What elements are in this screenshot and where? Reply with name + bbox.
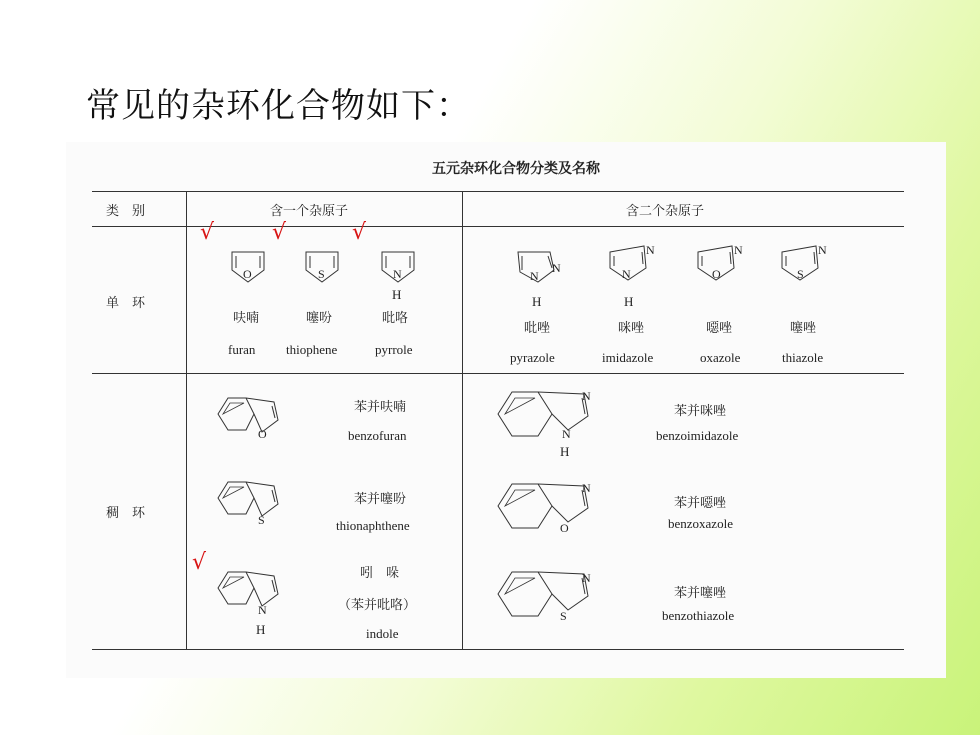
benzofuran-en-name: benzofuran: [348, 428, 407, 443]
oxazole-en-name: oxazole: [700, 350, 741, 365]
benzoimidazole-h-label: H: [560, 444, 570, 459]
group-column-rule: [462, 191, 463, 649]
pyrrole-en-name: pyrrole: [375, 342, 413, 357]
thiophene-atom-label: S: [318, 267, 325, 281]
slide-title: 常见的杂环化合物如下：: [86, 86, 471, 126]
benzothiazole-en-name: benzothiazole: [662, 608, 735, 623]
pyrrole-cn-name: 吡咯: [382, 311, 409, 326]
thiophene-structure-icon: [302, 246, 342, 286]
pyrazole-atom-1: N: [552, 261, 561, 275]
benzoxazole-atom-2: O: [560, 521, 569, 535]
oxazole-cn-name: 噁唑: [706, 321, 733, 336]
thiazole-en-name: thiazole: [782, 350, 824, 365]
furan-cn-name: 呋喃: [233, 311, 260, 326]
furan-en-name: furan: [228, 342, 256, 357]
benzothiazole-structure-icon: [494, 566, 604, 626]
imidazole-cn-name: 咪唑: [618, 321, 645, 336]
thionaphthene-cn-name: 苯并噻吩: [354, 492, 407, 507]
thiophene-en-name: thiophene: [286, 342, 338, 357]
oxazole-atom-2: O: [712, 267, 721, 281]
row-label-fused-ring: 稠 环: [106, 506, 146, 521]
indole-atom-label: N: [258, 603, 267, 617]
benzoxazole-structure-icon: [494, 478, 604, 538]
imidazole-h-label: H: [624, 294, 634, 309]
pyrazole-structure-icon: [514, 244, 560, 286]
benzoxazole-en-name: benzoxazole: [668, 516, 733, 531]
benzoimidazole-structure-icon: [494, 386, 604, 446]
furan-structure-icon: [228, 246, 268, 286]
pyrrole-atom-label: N: [393, 267, 402, 281]
benzofuran-atom-label: O: [258, 427, 267, 441]
thiazole-atom-1: N: [818, 243, 827, 257]
header-two-heteroatoms: 含二个杂原子: [626, 204, 705, 219]
thiazole-atom-2: S: [797, 267, 804, 281]
thionaphthene-atom-label: S: [258, 513, 265, 527]
benzothiazole-atom-1: N: [582, 571, 591, 585]
imidazole-structure-icon: [606, 242, 655, 286]
thionaphthene-en-name: thionaphthene: [336, 518, 410, 533]
header-category: 类 别: [106, 204, 146, 219]
benzothiazole-cn-name: 苯并噻唑: [674, 586, 727, 601]
category-column-rule: [186, 191, 187, 649]
benzoimidazole-atom-1: N: [582, 389, 591, 403]
table-title: 五元杂环化合物分类及名称: [432, 161, 600, 177]
furan-atom-label: O: [243, 267, 252, 281]
indole-en-name: indole: [366, 626, 399, 641]
check-mark-thiophene: √: [272, 220, 287, 245]
indole-h-label: H: [256, 622, 266, 637]
table-bottom-rule: [92, 649, 904, 650]
benzoimidazole-atom-2: N: [562, 427, 571, 441]
benzothiazole-atom-2: S: [560, 609, 567, 623]
benzoxazole-atom-1: N: [582, 481, 591, 495]
pyrazole-atom-2: N: [530, 269, 539, 283]
benzofuran-structure-icon: [214, 392, 286, 442]
indole-cn-name: 吲 哚: [360, 566, 400, 581]
pyrazole-h-label: H: [532, 294, 542, 309]
benzofuran-cn-name: 苯并呋喃: [354, 400, 407, 415]
check-mark-furan: √: [200, 220, 215, 245]
pyrrole-structure-icon: [378, 246, 418, 286]
imidazole-en-name: imidazole: [602, 350, 654, 365]
thionaphthene-structure-icon: [214, 480, 286, 530]
imidazole-atom-2: N: [622, 267, 631, 281]
benzoimidazole-en-name: benzoimidazole: [656, 428, 739, 443]
header-one-heteroatom: 含一个杂原子: [270, 204, 349, 219]
oxazole-atom-1: N: [734, 243, 743, 257]
thiophene-cn-name: 噻吩: [306, 311, 333, 326]
imidazole-atom-1: N: [646, 243, 655, 257]
oxazole-structure-icon: [694, 242, 743, 286]
pyrrole-h-label: H: [392, 287, 402, 302]
heterocycle-table-image: [66, 142, 946, 678]
pyrazole-cn-name: 吡唑: [524, 321, 551, 336]
check-mark-indole: √: [192, 550, 207, 575]
row-label-single-ring: 单 环: [106, 296, 146, 311]
thiazole-structure-icon: [778, 242, 827, 286]
thiazole-cn-name: 噻唑: [790, 321, 817, 336]
row-divider: [92, 373, 904, 374]
table-top-rule: [92, 191, 904, 192]
indole-structure-icon: [214, 570, 286, 620]
check-mark-pyrrole: √: [352, 220, 367, 245]
indole-alt-cn-name: （苯并吡咯）: [338, 598, 417, 613]
benzoxazole-cn-name: 苯并噁唑: [674, 496, 727, 511]
pyrazole-en-name: pyrazole: [510, 350, 555, 365]
benzoimidazole-cn-name: 苯并咪唑: [674, 404, 727, 419]
